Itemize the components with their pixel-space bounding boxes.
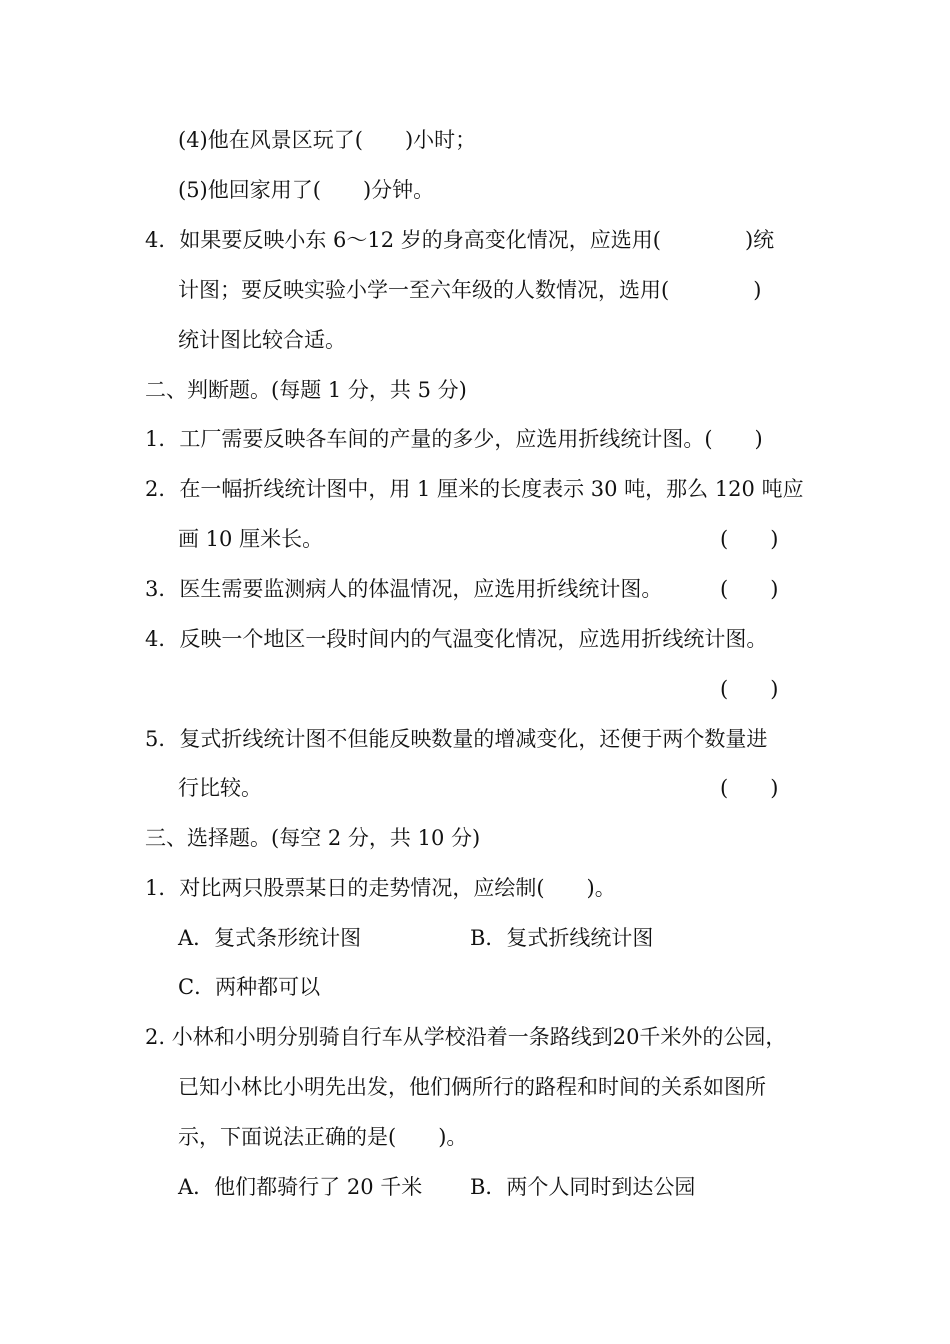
q3-item4: (4)他在风景区玩了( )小时；: [178, 128, 477, 152]
q4-line1: 4．如果要反映小东 6～12 岁的身高变化情况，应选用( )统: [145, 228, 775, 252]
s2-q5-answer-paren: ( ): [720, 776, 779, 800]
q4-line3: 统计图比较合适。: [178, 328, 346, 352]
s2-q1: 1．工厂需要反映各车间的产量的多少，应选用折线统计图。( ): [145, 427, 763, 451]
s2-q5-line1: 5．复式折线统计图不但能反映数量的增减变化，还便于两个数量进: [145, 727, 768, 751]
s3-q2-option-b: B．两个人同时到达公园: [470, 1175, 696, 1199]
s3-q2-line1: 2. 小林和小明分别骑自行车从学校沿着一条路线到20千米外的公园，: [145, 1025, 787, 1049]
q4-line2: 计图；要反映实验小学一至六年级的人数情况，选用( ): [178, 278, 762, 302]
s3-q1-option-c: C．两种都可以: [178, 975, 321, 999]
s2-q2-line2: 画 10 厘米长。: [178, 527, 324, 551]
s2-q3-answer-paren: ( ): [720, 577, 779, 601]
s3-q1-stem: 1．对比两只股票某日的走势情况，应绘制( )。: [145, 876, 616, 900]
section2-title: 二、判断题。(每题 1 分，共 5 分): [145, 378, 467, 402]
s3-q2-line2: 已知小林比小明先出发，他们俩所行的路程和时间的关系如图所: [178, 1075, 766, 1099]
s3-q1-option-a: A．复式条形统计图: [178, 926, 362, 950]
s3-q1-option-b: B．复式折线统计图: [470, 926, 654, 950]
s2-q4-answer-paren: ( ): [720, 677, 779, 701]
s2-q3: 3．医生需要监测病人的体温情况，应选用折线统计图。: [145, 577, 663, 601]
q3-item5: (5)他回家用了( )分钟。: [178, 178, 435, 202]
s3-q2-option-a: A．他们都骑行了 20 千米: [178, 1175, 423, 1199]
s2-q2-line1: 2．在一幅折线统计图中，用 1 厘米的长度表示 30 吨，那么 120 吨应: [145, 477, 804, 501]
s2-q2-answer-paren: ( ): [720, 527, 779, 551]
s2-q4: 4．反映一个地区一段时间内的气温变化情况，应选用折线统计图。: [145, 627, 768, 651]
s2-q5-line2: 行比较。: [178, 776, 262, 800]
s3-q2-line3: 示，下面说法正确的是( )。: [178, 1125, 468, 1149]
section3-title: 三、选择题。(每空 2 分，共 10 分): [145, 826, 481, 850]
